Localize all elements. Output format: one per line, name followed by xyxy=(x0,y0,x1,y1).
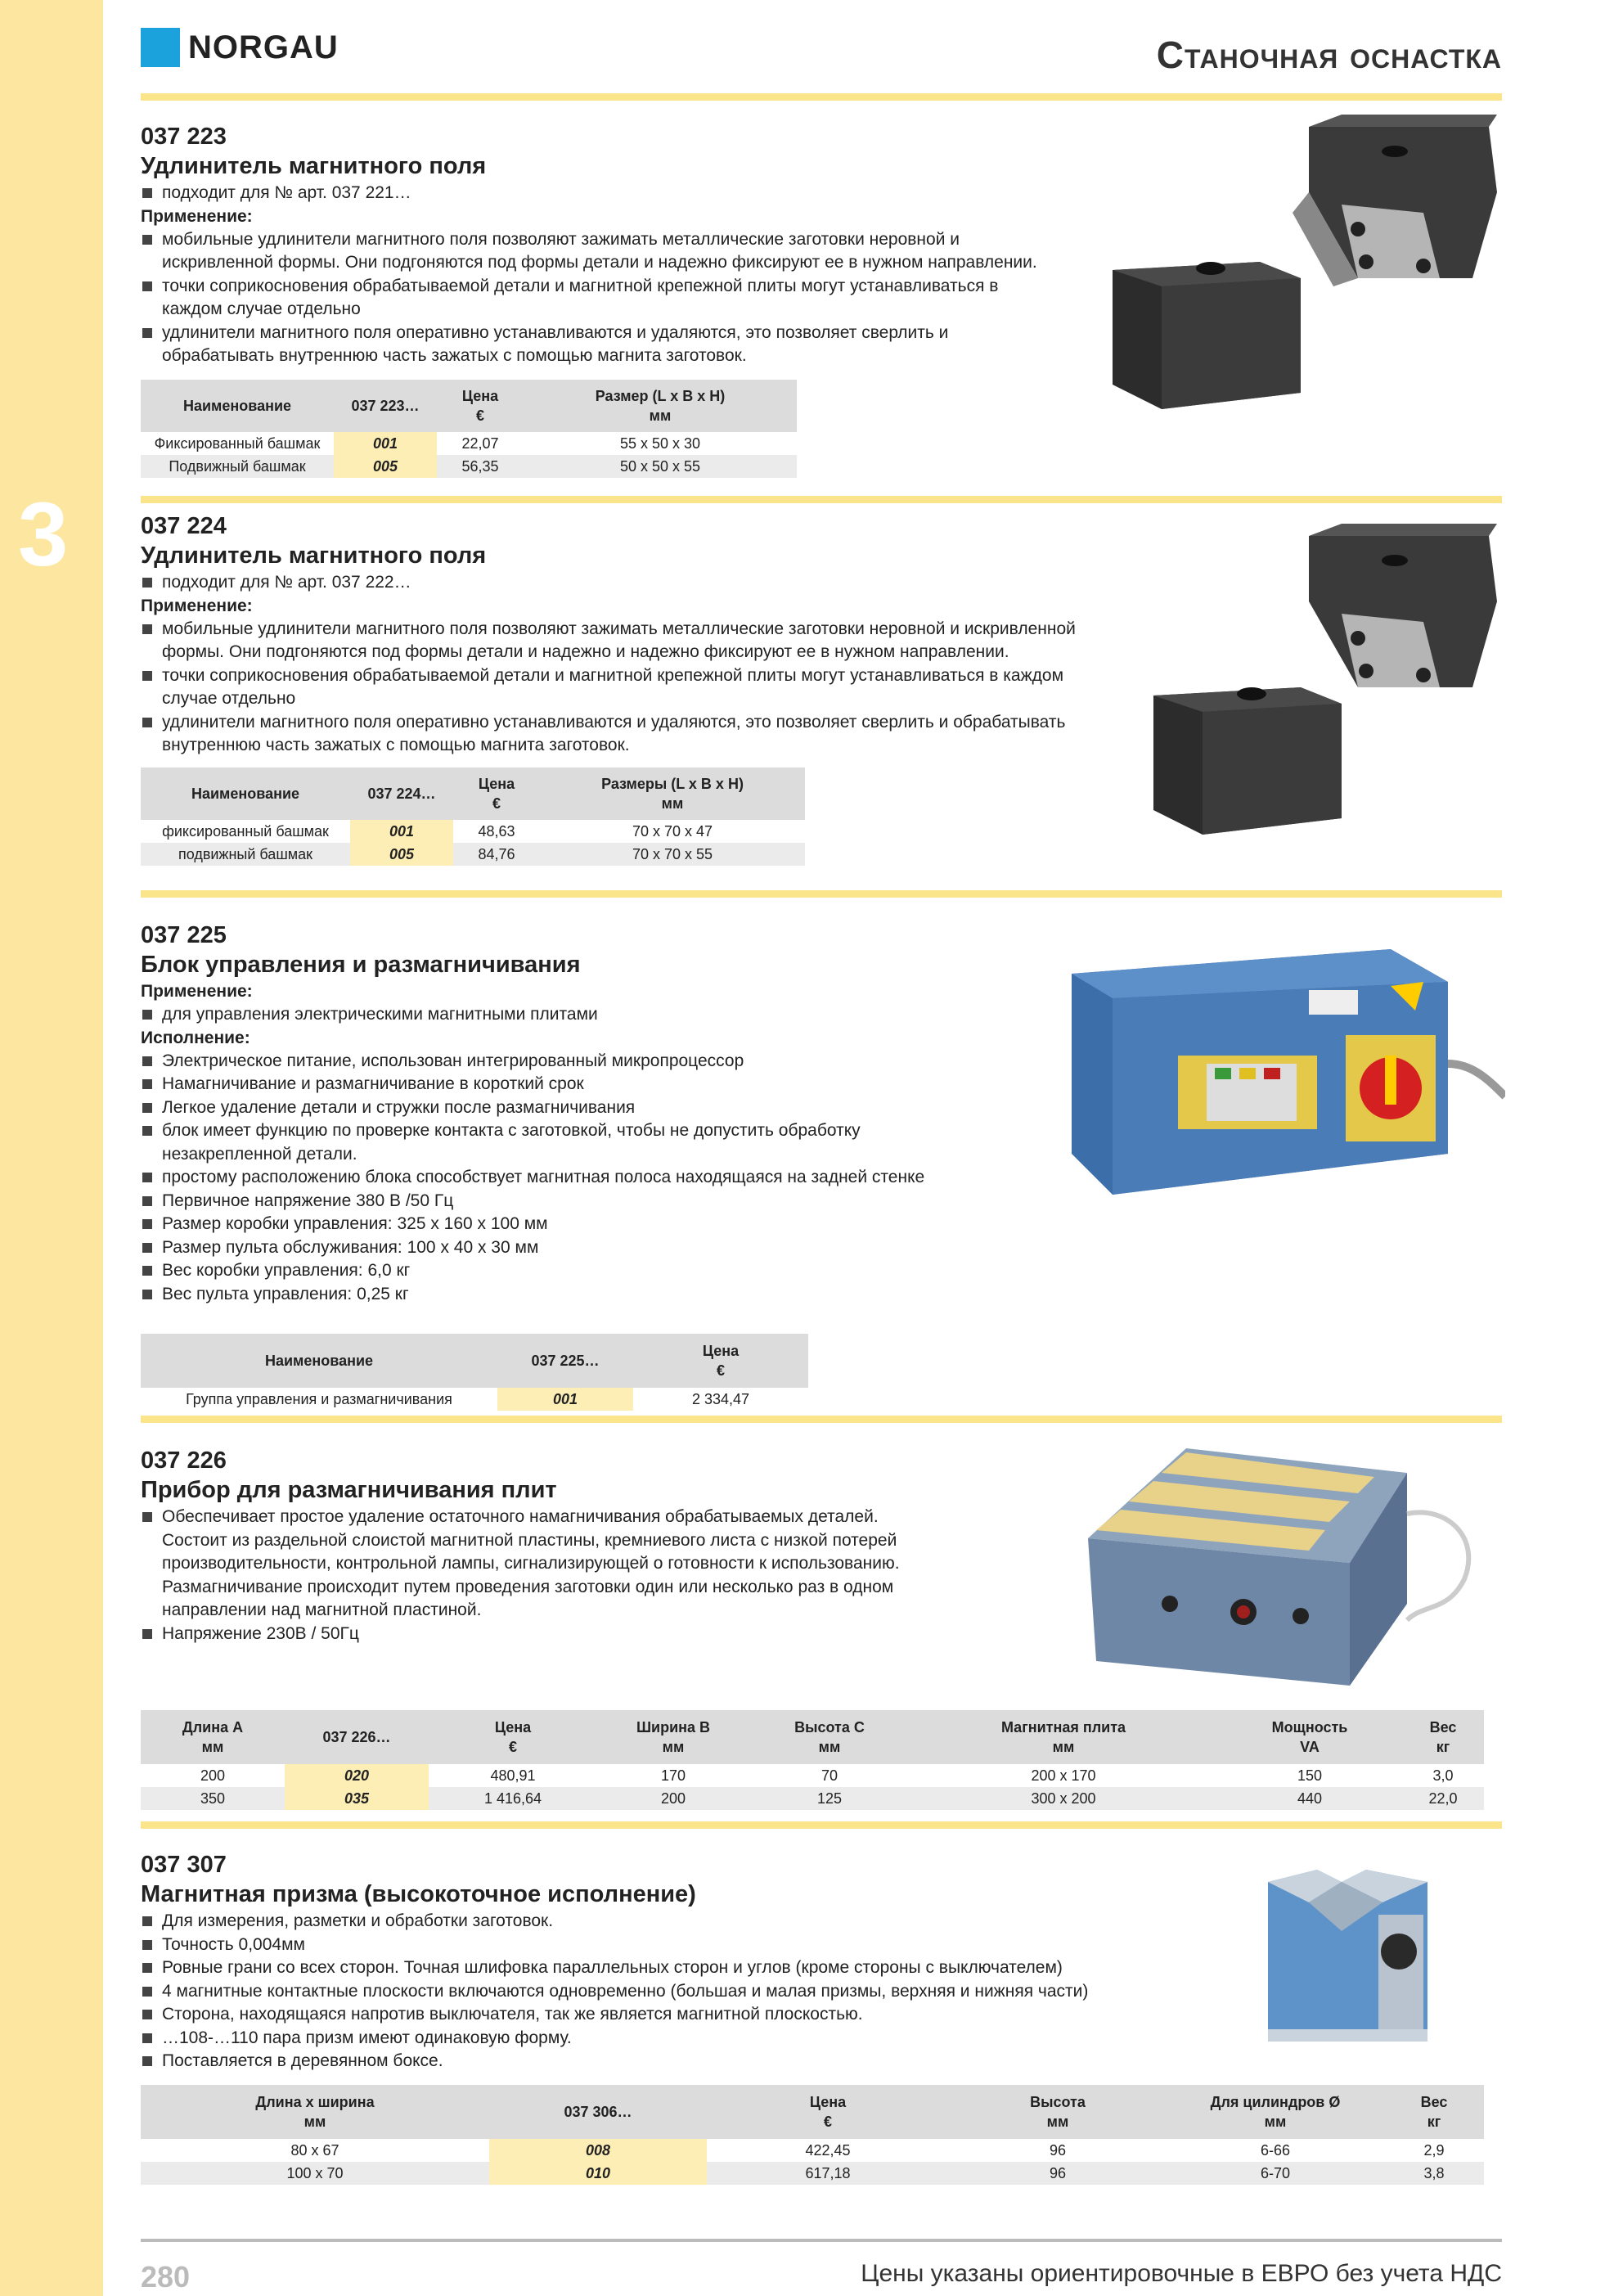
control-unit-image xyxy=(1063,941,1505,1203)
cell: 70 x 70 x 55 xyxy=(540,843,805,866)
col-header: 037 225… xyxy=(497,1334,633,1388)
cell: 56,35 xyxy=(437,455,524,478)
price-table-037307 xyxy=(141,2085,1484,2185)
application-label: Применение: xyxy=(141,596,253,615)
col-header: Размеры (L x B x H) мм xyxy=(540,768,805,820)
bullet: блок имеет функцию по проверке контакта с заготовкой, чтобы не допустить обработку xyxy=(141,1119,1319,1143)
cell: 422,45 xyxy=(805,2141,851,2159)
col-header: Цена € xyxy=(633,1334,808,1388)
section-divider xyxy=(141,1821,1502,1829)
bullet: …108-…110 пара призм имеют одинаковую форму. xyxy=(141,2027,1319,2051)
bullet: 4 магнитные контактные плоскости включаются одновременно (большая и малая призмы, верхняя и нижняя части) xyxy=(141,1980,1319,2004)
bullet: точки соприкосновения обрабатываемой детали и магнитной крепежной плиты могут устанавливаться в каждом xyxy=(141,664,1319,688)
bullet: Размер пульта обслуживания: 100 x 40 x 30 мм xyxy=(141,1236,1319,1260)
col-header: 037 306… xyxy=(489,2085,707,2139)
cell-article: 010 xyxy=(489,2162,707,2185)
bullet: для управления электрическими магнитными плитами xyxy=(141,1003,1319,1027)
col-header: Вес кг xyxy=(1402,1710,1484,1764)
col-header: Цена € xyxy=(707,2085,949,2139)
bullet: Намагничивание и размагничивание в короткий срок xyxy=(141,1073,1319,1096)
product-section-037224 xyxy=(141,512,1319,758)
bullet: Размер коробки управления: 325 x 160 x 100 мм xyxy=(141,1213,1319,1236)
bullet: удлинители магнитного поля оперативно устанавливаются и удаляются, это позволяет сверлить и обрабатывать xyxy=(141,711,1319,735)
cell: 70 xyxy=(820,1767,838,1784)
cell: фиксированный башмак xyxy=(162,822,329,840)
bullet-continuation: искривленной формы. Они подгоняются под формы детали и надежно фиксируют ее в нужном направлении. xyxy=(162,253,1037,272)
bullet: Обеспечивает простое удаление остаточного намагничивания обрабатываемых деталей. xyxy=(141,1506,1319,1529)
section-divider xyxy=(141,496,1502,503)
bullet: Напряжение 230В / 50Гц xyxy=(141,1623,1319,1646)
cell: 48,63 xyxy=(478,822,515,840)
col-header: Магнитная плита мм xyxy=(910,1710,1217,1764)
cell-article: 001 xyxy=(334,432,437,455)
col-header: 037 226… xyxy=(285,1710,429,1764)
cell-article: 005 xyxy=(350,843,453,866)
magnetic-prism-image xyxy=(1252,1866,1440,2054)
cell: 617,18 xyxy=(707,2162,949,2185)
cell: Фиксированный башмак xyxy=(154,434,321,452)
col-header: Наименование xyxy=(141,1334,497,1388)
price-table-037225 xyxy=(141,1334,808,1411)
bullet: Ровные грани со всех сторон. Точная шлифовка параллельных сторон и углов (кроме стороны с выключателем) xyxy=(141,1956,1319,1980)
table-row xyxy=(141,2139,1484,2162)
col-header: Мощность VA xyxy=(1217,1710,1402,1764)
bullet-fit: подходит для № арт. 037 221… xyxy=(141,182,1319,205)
bullet: мобильные удлинители магнитного поля позволяют зажимать металлические заготовки неровной и xyxy=(141,228,1319,252)
bullet-continuation: формы. Они подгоняются под формы детали и надежно и надежно фиксируют ее в нужном направлении. xyxy=(162,642,1009,661)
bullet: мобильные удлинители магнитного поля позволяют зажимать металлические заготовки неровной и искривленной xyxy=(141,618,1319,642)
bullet: Электрическое питание, использован интегрированный микропроцессор xyxy=(141,1050,1319,1074)
bullet: Вес коробки управления: 6,0 кг xyxy=(141,1259,1319,1283)
bullet-continuation: внутреннюю часть зажатых с помощью магнита заготовок. xyxy=(162,736,630,754)
section-divider xyxy=(141,1416,1502,1423)
col-header: Для цилиндров Ø мм xyxy=(1167,2085,1384,2139)
brand-name: NORGAU xyxy=(188,29,339,65)
product-title: Удлинитель магнитного поля xyxy=(141,153,487,179)
cell: 3,0 xyxy=(1432,1767,1454,1784)
cell-article: 001 xyxy=(350,820,453,843)
cell: 300 x 200 xyxy=(910,1787,1217,1810)
cell: 50 x 50 x 55 xyxy=(524,455,797,478)
cell: 96 xyxy=(1049,2141,1067,2159)
cell: 96 xyxy=(949,2162,1167,2185)
cell: 440 xyxy=(1217,1787,1402,1810)
cell-article: 020 xyxy=(285,1764,429,1787)
col-header: Цена € xyxy=(429,1710,597,1764)
table-row xyxy=(141,2162,1484,2185)
bullet-continuation: Состоит из раздельной слоистой магнитной пластины, кремниевого листа с низкой потерей xyxy=(162,1530,897,1550)
magnetic-extender-image xyxy=(1145,524,1505,835)
table-row xyxy=(141,432,797,455)
table-row xyxy=(141,455,797,478)
bullet: простому расположению блока способствует магнитная полоса находящаяся на задней стенке xyxy=(141,1166,1319,1190)
bullet: Вес пульта управления: 0,25 кг xyxy=(141,1283,1319,1307)
cell-article: 005 xyxy=(334,455,437,478)
cell: 1 416,64 xyxy=(429,1787,597,1810)
chapter-number: 3 xyxy=(18,484,69,585)
cell: 200 xyxy=(597,1787,749,1810)
footer-divider xyxy=(141,2239,1502,2242)
price-table-037223 xyxy=(141,380,797,478)
execution-label: Исполнение: xyxy=(141,1028,250,1047)
section-divider xyxy=(141,93,1502,101)
table-row xyxy=(141,820,805,843)
page-title: Станочная оснастка xyxy=(1156,34,1502,76)
cell: 70 x 70 x 47 xyxy=(632,822,713,840)
bullet-continuation: обрабатывать внутреннюю часть зажатых с помощью магнита заготовок. xyxy=(162,346,747,365)
col-header: Ширина В мм xyxy=(597,1710,749,1764)
sidebar-divider xyxy=(103,0,116,2296)
cell: 170 xyxy=(660,1767,686,1784)
bullet-continuation: производительности, контрольной лампы, сигнализирующей о готовности к использованию. xyxy=(162,1554,900,1573)
cell: 80 x 67 xyxy=(290,2141,339,2159)
product-title: Блок управления и размагничивания xyxy=(141,952,581,978)
col-header: Наименование xyxy=(141,768,350,820)
col-header: Длина x ширина мм xyxy=(141,2085,489,2139)
table-row xyxy=(141,1388,808,1411)
bullet: удлинители магнитного поля оперативно устанавливаются и удаляются, это позволяет сверлить и xyxy=(141,322,1319,345)
magnetic-extender-image xyxy=(1096,115,1505,417)
table-row xyxy=(141,843,805,866)
cell-article: 001 xyxy=(497,1388,633,1411)
bullet: Сторона, находящаяся напротив выключателя, так же является магнитной плоскостью. xyxy=(141,2003,1319,2027)
cell: 200 xyxy=(200,1767,226,1784)
table-row xyxy=(141,1787,1484,1810)
cell: 125 xyxy=(749,1787,910,1810)
col-header: Высота мм xyxy=(949,2085,1167,2139)
col-header: 037 223… xyxy=(334,380,437,432)
cell: 84,76 xyxy=(453,843,540,866)
cell: 55 x 50 x 30 xyxy=(619,434,701,452)
col-header: Размер (L x B x H) мм xyxy=(524,380,797,432)
cell: 100 x 70 xyxy=(141,2162,489,2185)
cell: 6-66 xyxy=(1260,2141,1291,2159)
article-number: 037 225 xyxy=(141,922,227,948)
cell-article: 008 xyxy=(489,2139,707,2162)
bullet-continuation: незакрепленной детали. xyxy=(162,1144,357,1164)
cell: 200 x 170 xyxy=(1031,1767,1096,1784)
footer-note: Цены указаны ориентировочные в ЕВРО без учета НДС xyxy=(861,2260,1502,2287)
bullet: Первичное напряжение 380 В /50 Гц xyxy=(141,1190,1319,1213)
cell: 2 334,47 xyxy=(691,1390,750,1407)
cell: 2,9 xyxy=(1423,2141,1445,2159)
cell-article: 035 xyxy=(285,1787,429,1810)
demagnetizer-image xyxy=(1080,1440,1489,1710)
cell: 6-70 xyxy=(1167,2162,1384,2185)
article-number: 037 223 xyxy=(141,124,227,150)
col-header: Вес кг xyxy=(1384,2085,1484,2139)
article-number: 037 307 xyxy=(141,1852,227,1878)
bullet: Поставляется в деревянном боксе. xyxy=(141,2050,1319,2073)
cell: 480,91 xyxy=(490,1767,536,1784)
application-label: Применение: xyxy=(141,206,253,226)
product-title: Удлинитель магнитного поля xyxy=(141,542,487,569)
product-title: Прибор для размагничивания плит xyxy=(141,1477,557,1503)
col-header: Длина А мм xyxy=(141,1710,285,1764)
article-number: 037 224 xyxy=(141,513,227,539)
cell: подвижный башмак xyxy=(141,843,350,866)
col-header: Высота С мм xyxy=(749,1710,910,1764)
price-table-037224 xyxy=(141,768,805,866)
cell: 150 xyxy=(1297,1767,1323,1784)
page-number: 280 xyxy=(141,2260,191,2294)
cell: 22,0 xyxy=(1402,1787,1484,1810)
col-header: 037 224… xyxy=(350,768,453,820)
price-table-037226 xyxy=(141,1710,1484,1810)
col-header: Цена € xyxy=(437,380,524,432)
brand-logo-icon xyxy=(141,28,180,67)
bullet: Точность 0,004мм xyxy=(141,1934,1319,1957)
cell: Подвижный башмак xyxy=(141,455,334,478)
bullet-continuation: каждом случае отдельно xyxy=(162,299,361,318)
bullet: точки соприкосновения обрабатываемой детали и магнитной крепежной плиты могут устанавливаться в xyxy=(141,275,1319,299)
product-section-037307 xyxy=(141,1851,1319,2073)
article-number: 037 226 xyxy=(141,1447,227,1474)
bullet: Для измерения, разметки и обработки заготовок. xyxy=(141,1910,1319,1934)
cell: 22,07 xyxy=(461,434,499,452)
table-row xyxy=(141,1764,1484,1787)
bullet-fit: подходит для № арт. 037 222… xyxy=(141,571,1319,595)
cell: 3,8 xyxy=(1384,2162,1484,2185)
application-label: Применение: xyxy=(141,982,253,1001)
cell: 350 xyxy=(141,1787,285,1810)
col-header: Наименование xyxy=(141,380,334,432)
product-title: Магнитная призма (высокоточное исполнение) xyxy=(141,1881,696,1907)
bullet-continuation: направлении над магнитной пластиной. xyxy=(162,1600,482,1619)
bullet: Легкое удаление детали и стружки после размагничивания xyxy=(141,1096,1319,1120)
section-divider xyxy=(141,890,1502,898)
chapter-sidebar xyxy=(0,0,103,2296)
bullet-continuation: случае отдельно xyxy=(162,689,296,708)
bullet-continuation: Размагничивание происходит путем проведения заготовки один или несколько раз в одном xyxy=(162,1577,894,1596)
cell: Группа управления и размагничивания xyxy=(186,1390,452,1407)
col-header: Цена € xyxy=(453,768,540,820)
